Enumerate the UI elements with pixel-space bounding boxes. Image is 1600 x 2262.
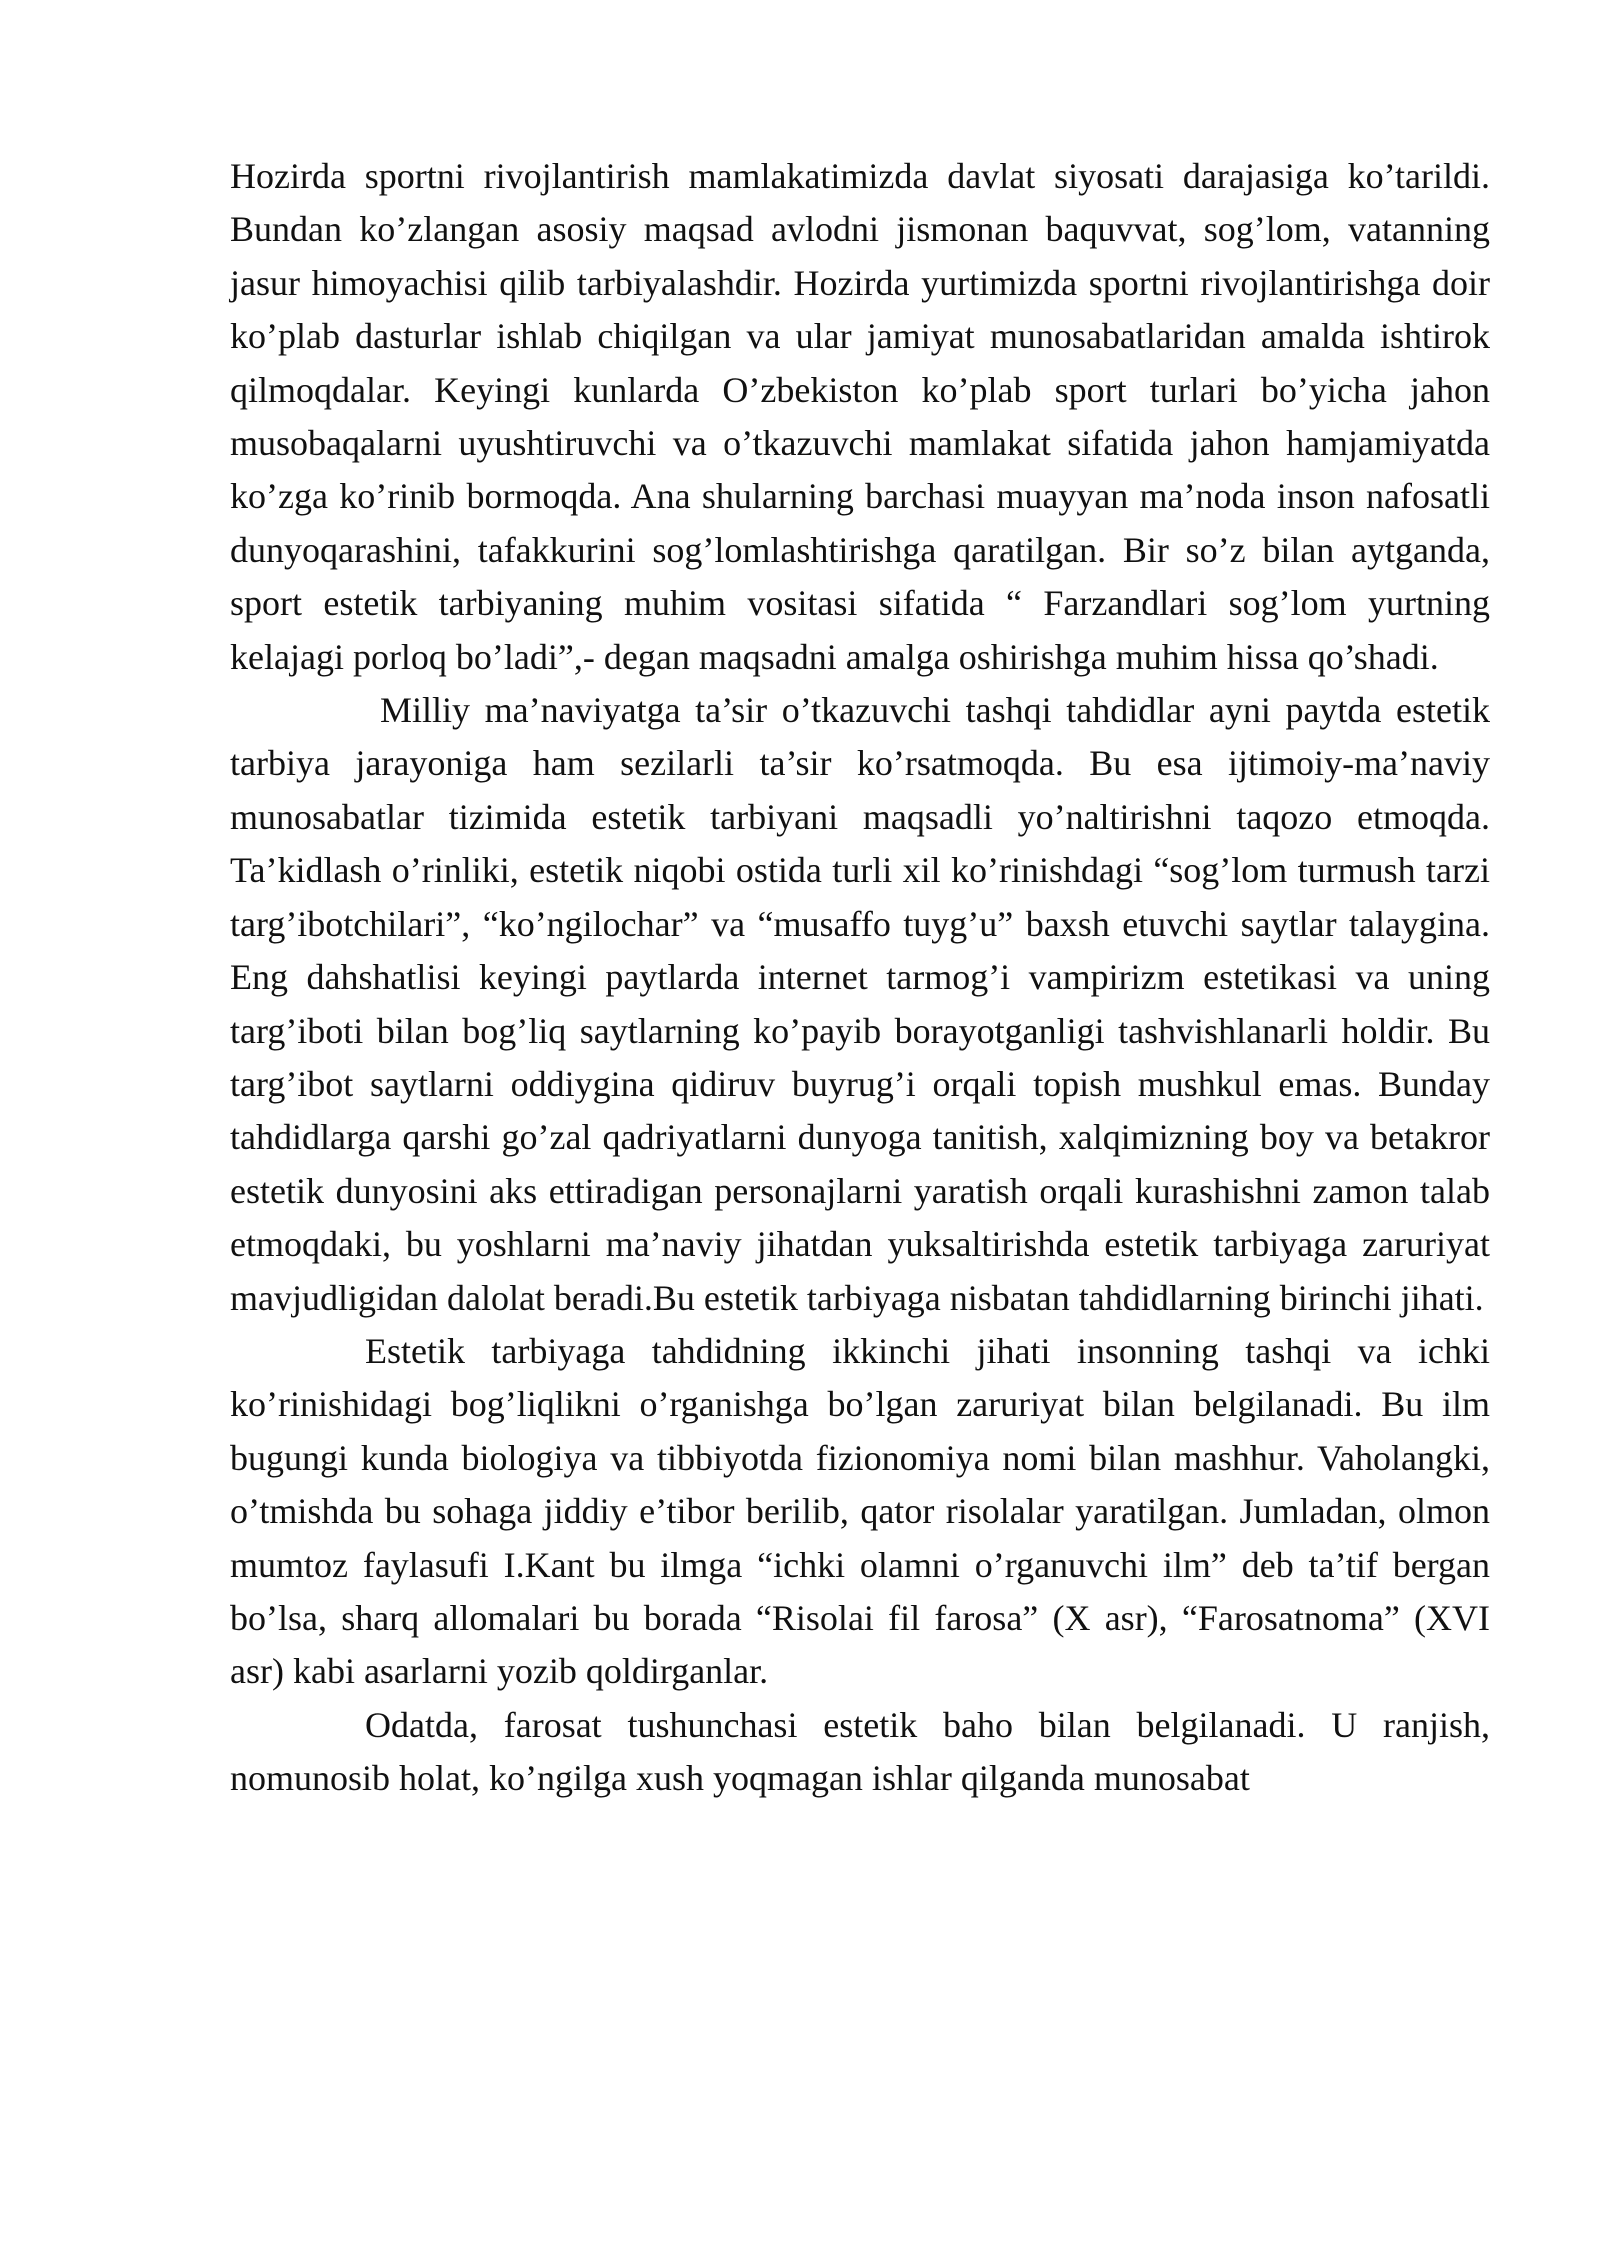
document-body [230, 150, 1490, 1806]
paragraph-sport-development: Hozirda sportni rivojlantirish mamlakatimizda davlat siyosati darajasiga ko’tarildi. Bundan ko’zlangan asosiy maqsad avlodni jismonan baquvvat, sog’lom, vatanning jasur himoyachisi qilib tarbiyalashdir. Hozirda yurtimizda sportni rivojlantirishga doir ko’plab dasturlar ishlab chiqilgan va ular jamiyat munosabatlaridan amalda ishtirok qilmoqdalar. Keyingi kunlarda O’zbekiston ko’plab sport turlari bo’yicha jahon musobaqalarni uyushtiruvchi va o’tkazuvchi mamlakat sifatida jahon hamjamiyatda ko’zga ko’rinib bormoqda. Ana shularning barchasi muayyan ma’noda inson nafosatli dunyoqarashini, tafakkurini sog’lomlashtirishga qaratilgan. Bir so’z bilan aytganda, sport estetik tarbiyaning muhim vositasi sifatida “ Farzandlari sog’lom yurtning kelajagi porloq bo’ladi”,- degan maqsadni amalga oshirishga muhim hissa qo’shadi. [230, 156, 1490, 677]
paragraph-farosat: Odatda, farosat tushunchasi estetik baho bilan belgilanadi. U ranjish, nomunosib holat, ko’ngilga xush yoqmagan ishlar qilganda munosabat [230, 1704, 1490, 1799]
paragraph-external-threats: Milliy ma’naviyatga ta’sir o’tkazuvchi tashqi tahdidlar ayni paytda estetik tarbiya jarayoniga ham sezilarli ta’sir ko’rsatmoqda. Bu esa ijtimoiy-ma’naviy munosabatlar tizimida estetik tarbiyani maqsadli yo’naltirishni taqozo etmoqda. Ta’kidlash o’rinliki, estetik niqobi ostida turli xil ko’rinishdagi “sog’lom turmush tarzi targ’ibotchilari”, “ko’ngilochar” va “musaffo tuyg’u” baxsh etuvchi saytlar talaygina. Eng dahshatlisi keyingi paytlarda internet tarmog’i vampirizm estetikasi va uning targ’iboti bilan bog’liq saytlarning ko’payib borayotganligi tashvishlanarli holdir. Bu targ’ibot saytlarni oddiygina qidiruv buyrug’i orqali topish mushkul emas. Bunday tahdidlarga qarshi go’zal qadriyatlarni dunyoga tanitish, xalqimizning boy va betakror estetik dunyosini aks ettiradigan personajlarni yaratish orqali kurashishni zamon talab etmoqdaki, bu yoshlarni ma’naviy jihatdan yuksaltirishda estetik tarbiyaga zaruriyat mavjudligidan dalolat beradi.Bu estetik tarbiyaga nisbatan tahdidlarning birinchi jihati. [230, 690, 1490, 1318]
paragraph-second-threat: Estetik tarbiyaga tahdidning ikkinchi jihati insonning tashqi va ichki ko’rinishidagi bog’liqlikni o’rganishga bo’lgan zaruriyat bilan belgilanadi. Bu ilm bugungi kunda biologiya va tibbiyotda fizionomiya nomi bilan mashhur. Vaholangki, o’tmishda bu sohaga jiddiy e’tibor berilib, qator risolalar yaratilgan. Jumladan, olmon mumtoz faylasufi I.Kant bu ilmga “ichki olamni o’rganuvchi ilm” deb ta’tif bergan bo’lsa, sharq allomalari bu borada “Risolai fil farosa” (X asr), “Farosatnoma” (XVI asr) kabi asarlarni yozib qoldirganlar. [230, 1330, 1490, 1692]
